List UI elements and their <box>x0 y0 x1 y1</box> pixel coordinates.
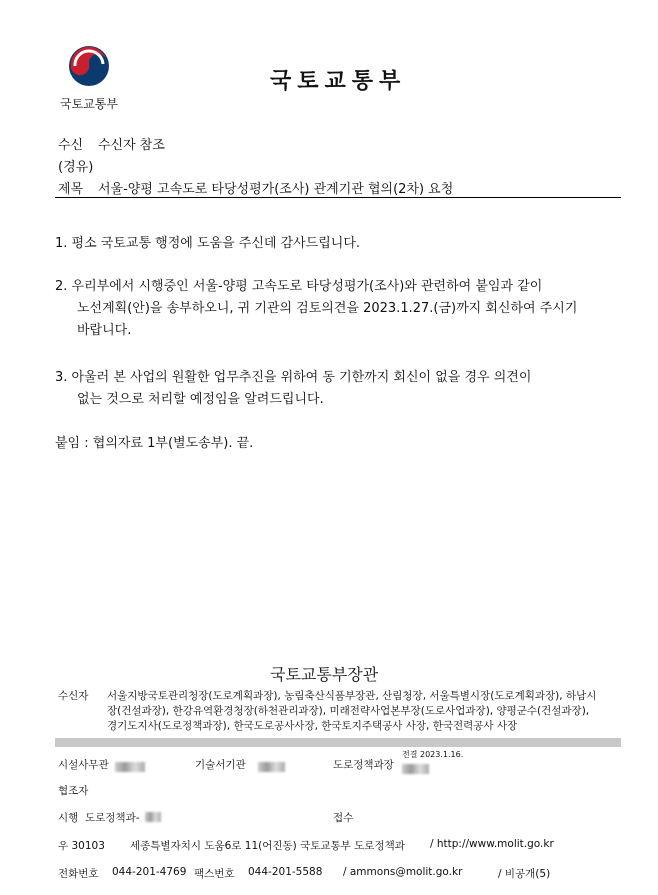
recipients-line3: 경기도지사(도로정책과장), 한국도로공사사장, 한국토지주택공사 사장, 한국전력공사 사장 <box>107 720 518 732</box>
disclosure: / 비공개(5) <box>498 868 551 880</box>
logo-text: 국토교통부 <box>60 97 118 111</box>
fax: 044-201-5588 <box>248 866 323 878</box>
redacted-number <box>145 812 161 822</box>
sender-name: 국토교통부장관 <box>270 665 379 684</box>
paragraph-2-line1: 2. 우리부에서 시행중인 서울-양평 고속도로 타당성평가(조사)와 관련하여 붙임과 같이 <box>55 279 543 294</box>
attachment: 붙임 : 협의자료 1부(별도송부). 끝. <box>55 436 254 451</box>
recipients-line2: 장(건설과장), 한강유역환경청장(하천관리과장), 미래전략사업본부장(도로사업과장), 양평군수(건설과장), <box>107 705 590 717</box>
paragraph-3-line2: 없는 것으로 처리할 예정임을 알려드립니다. <box>77 392 324 407</box>
website-link[interactable]: / http://www.molit.go.kr <box>430 838 554 850</box>
enforce-value: 도로정책과- <box>85 812 140 824</box>
redacted-signature <box>258 762 285 772</box>
paragraph-3-line1: 3. 아울러 본 사업의 원활한 업무추진을 위하여 동 기한까지 회신이 없을 경우 의견이 <box>55 370 532 385</box>
cooperator-label: 협조자 <box>58 785 89 797</box>
approver-1: 시설사무관 <box>58 759 109 771</box>
postal-code: 우 30103 <box>58 840 105 852</box>
enforce-label: 시행 <box>58 812 79 824</box>
subject-value: 서울-양평 고속도로 타당성평가(조사) 관계기관 협의(2차) 요청 <box>98 182 454 197</box>
divider <box>55 197 621 198</box>
approver-2: 기술서기관 <box>195 759 246 771</box>
receipt-label: 접수 <box>333 812 354 824</box>
phone: 044-201-4769 <box>112 866 187 878</box>
recipient-label: 수신 <box>58 138 84 153</box>
page-title: 국토교통부 <box>270 69 407 94</box>
redacted-signature <box>402 764 429 774</box>
footer-bar <box>55 738 621 747</box>
address: 세종특별자치시 도움6로 11(어진동) 국토교통부 도로정책과 <box>130 840 405 852</box>
recipients-label: 수신자 <box>58 690 89 702</box>
subject-label: 제목 <box>58 182 84 197</box>
approver-3: 도로정책과장 <box>333 759 394 771</box>
redacted-signature <box>115 762 145 772</box>
paragraph-2-line2: 노선계획(안)을 송부하오니, 귀 기관의 검토의견을 2023.1.27.(금)까지 회신하여 주시기 <box>77 301 578 316</box>
phone-label: 전화번호 <box>58 868 99 880</box>
government-emblem-icon <box>67 44 111 88</box>
fax-label: 팩스번호 <box>194 868 235 880</box>
paragraph-2-line3: 바랍니다. <box>77 323 132 338</box>
recipient-value: 수신자 참조 <box>98 138 165 153</box>
via: (경유) <box>58 160 94 175</box>
recipients-line1: 서울지방국토관리청장(도로계획과장), 농림축산식품부장관, 산림청장, 서울특별시장(도로계획과장), 하남시 <box>107 690 597 702</box>
email-link[interactable]: / ammons@molit.go.kr <box>343 866 463 878</box>
paragraph-1: 1. 평소 국토교통 행정에 도움을 주신데 감사드립니다. <box>55 236 361 251</box>
approval-date: 전결 2023.1.16. <box>402 750 464 759</box>
